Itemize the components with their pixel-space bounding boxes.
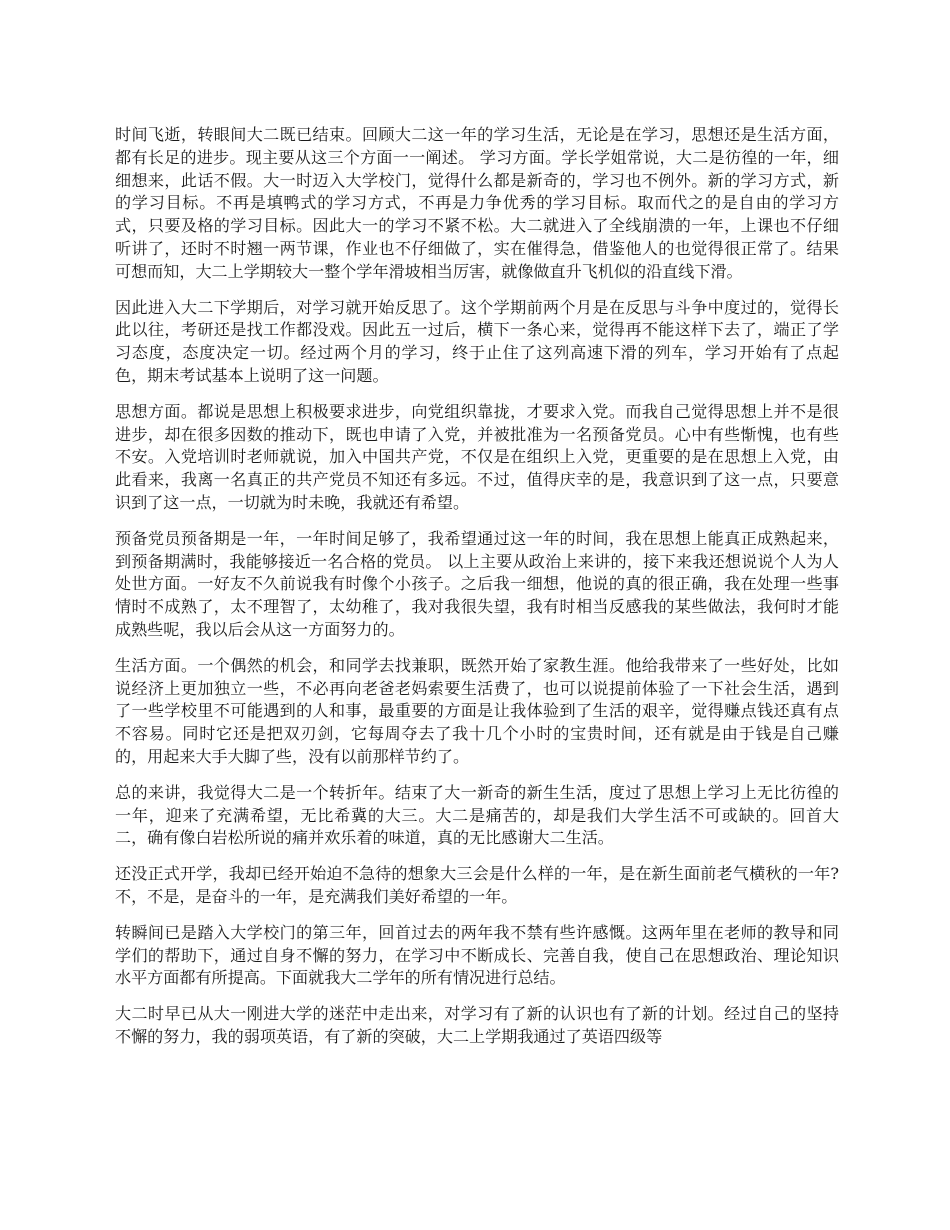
paragraph-4: 预备党员预备期是一年，一年时间足够了，我希望通过这一年的时间，我在思想上能真正成熟起来，到预备期满时，我能够接近一名合格的党员。 以上主要从政治上来讲的，接下来我还想说说个人为人处世方面。一好友不久前说我有时像个小孩子。之后我一细想，他说的真的很正确，我在处理一些事情时不成熟了，太不理智了，太幼稚了，我对我很失望，我有时相当反感我的某些做法，我何时才能成熟些呢，我以后会从这一方面努力的。 [115,528,839,639]
paragraph-6: 总的来讲，我觉得大二是一个转折年。结束了大一新奇的新生生活，度过了思想上学习上无比彷徨的一年，迎来了充满希望，无比希冀的大三。大二是痛苦的，却是我们大学生活不可或缺的。回首大二，确有像白岩松所说的痛并欢乐着的味道，真的无比感谢大二生活。 [115,782,839,848]
paragraph-7: 还没正式开学，我却已经开始迫不急待的想象大三会是什么样的一年，是在新生面前老气横秋的一年?不，不是，是奋斗的一年，是充满我们美好希望的一年。 [115,864,839,906]
paragraph-3: 思想方面。都说是思想上积极要求进步，向党组织靠拢，才要求入党。而我自己觉得思想上并不是很进步，却在很多因数的推动下，既也申请了入党，并被批准为一名预备党员。心中有些惭愧，也有些不安。入党培训时老师就说，加入中国共产党，不仅是在组织上入党，更重要的是在思想上入党，由此看来，我离一名真正的共产党员不知还有多远。不过，值得庆幸的是，我意识到了这一点，只要意识到了这一点，一切就为时未晚，我就还有希望。 [115,401,839,512]
paragraph-8: 转瞬间已是踏入大学校门的第三年，回首过去的两年我不禁有些许感慨。这两年里在老师的教导和同学们的帮助下，通过自身不懈的努力，在学习中不断成长、完善自我，使自己在思想政治、理论知识水平方面都有所提高。下面就我大二学年的所有情况进行总结。 [115,922,839,988]
paragraph-9: 大二时早已从大一刚进大学的迷茫中走出来，对学习有了新的认识也有了新的计划。经过自己的坚持不懈的努力，我的弱项英语，有了新的突破，大二上学期我通过了英语四级等 [115,1004,839,1046]
paragraph-2: 因此进入大二下学期后，对学习就开始反思了。这个学期前两个月是在反思与斗争中度过的，觉得长此以往，考研还是找工作都没戏。因此五一过后，横下一条心来，觉得再不能这样下去了，端正了学习态度，态度决定一切。经过两个月的学习，终于止住了这列高速下滑的列车，学习开始有了点起色，期末考试基本上说明了这一问题。 [115,297,839,385]
paragraph-5: 生活方面。一个偶然的机会，和同学去找兼职，既然开始了家教生涯。他给我带来了一些好处，比如说经济上更加独立一些，不必再向老爸老妈索要生活费了，也可以说提前体验了一下社会生活，遇到了一些学校里不可能遇到的人和事，最重要的方面是让我体验到了生活的艰辛，觉得赚点钱还真有点不容易。同时它还是把双刃剑，它每周夺去了我十几个小时的宝贵时间，还有就是由于钱是自己赚的，用起来大手大脚了些，没有以前那样节约了。 [115,655,839,766]
document-body [115,124,839,1062]
paragraph-1: 时间飞逝，转眼间大二既已结束。回顾大二这一年的学习生活，无论是在学习，思想还是生活方面，都有长足的进步。现主要从这三个方面一一阐述。 学习方面。学长学姐常说，大二是彷徨的一年，细细想来，此话不假。大一时迈入大学校门，觉得什么都是新奇的，学习也不例外。新的学习方式，新的学习目标。不再是填鸭式的学习方式，不再是力争优秀的学习目标。取而代之的是自由的学习方式，只要及格的学习目标。因此大一的学习不紧不松。大二就进入了全线崩溃的一年，上课也不仔细听讲了，还时不时翘一两节课，作业也不仔细做了，实在催得急，借鉴他人的也觉得很正常了。结果可想而知，大二上学期较大一整个学年滑坡相当厉害，就像做直升飞机似的沿直线下滑。 [115,125,839,281]
